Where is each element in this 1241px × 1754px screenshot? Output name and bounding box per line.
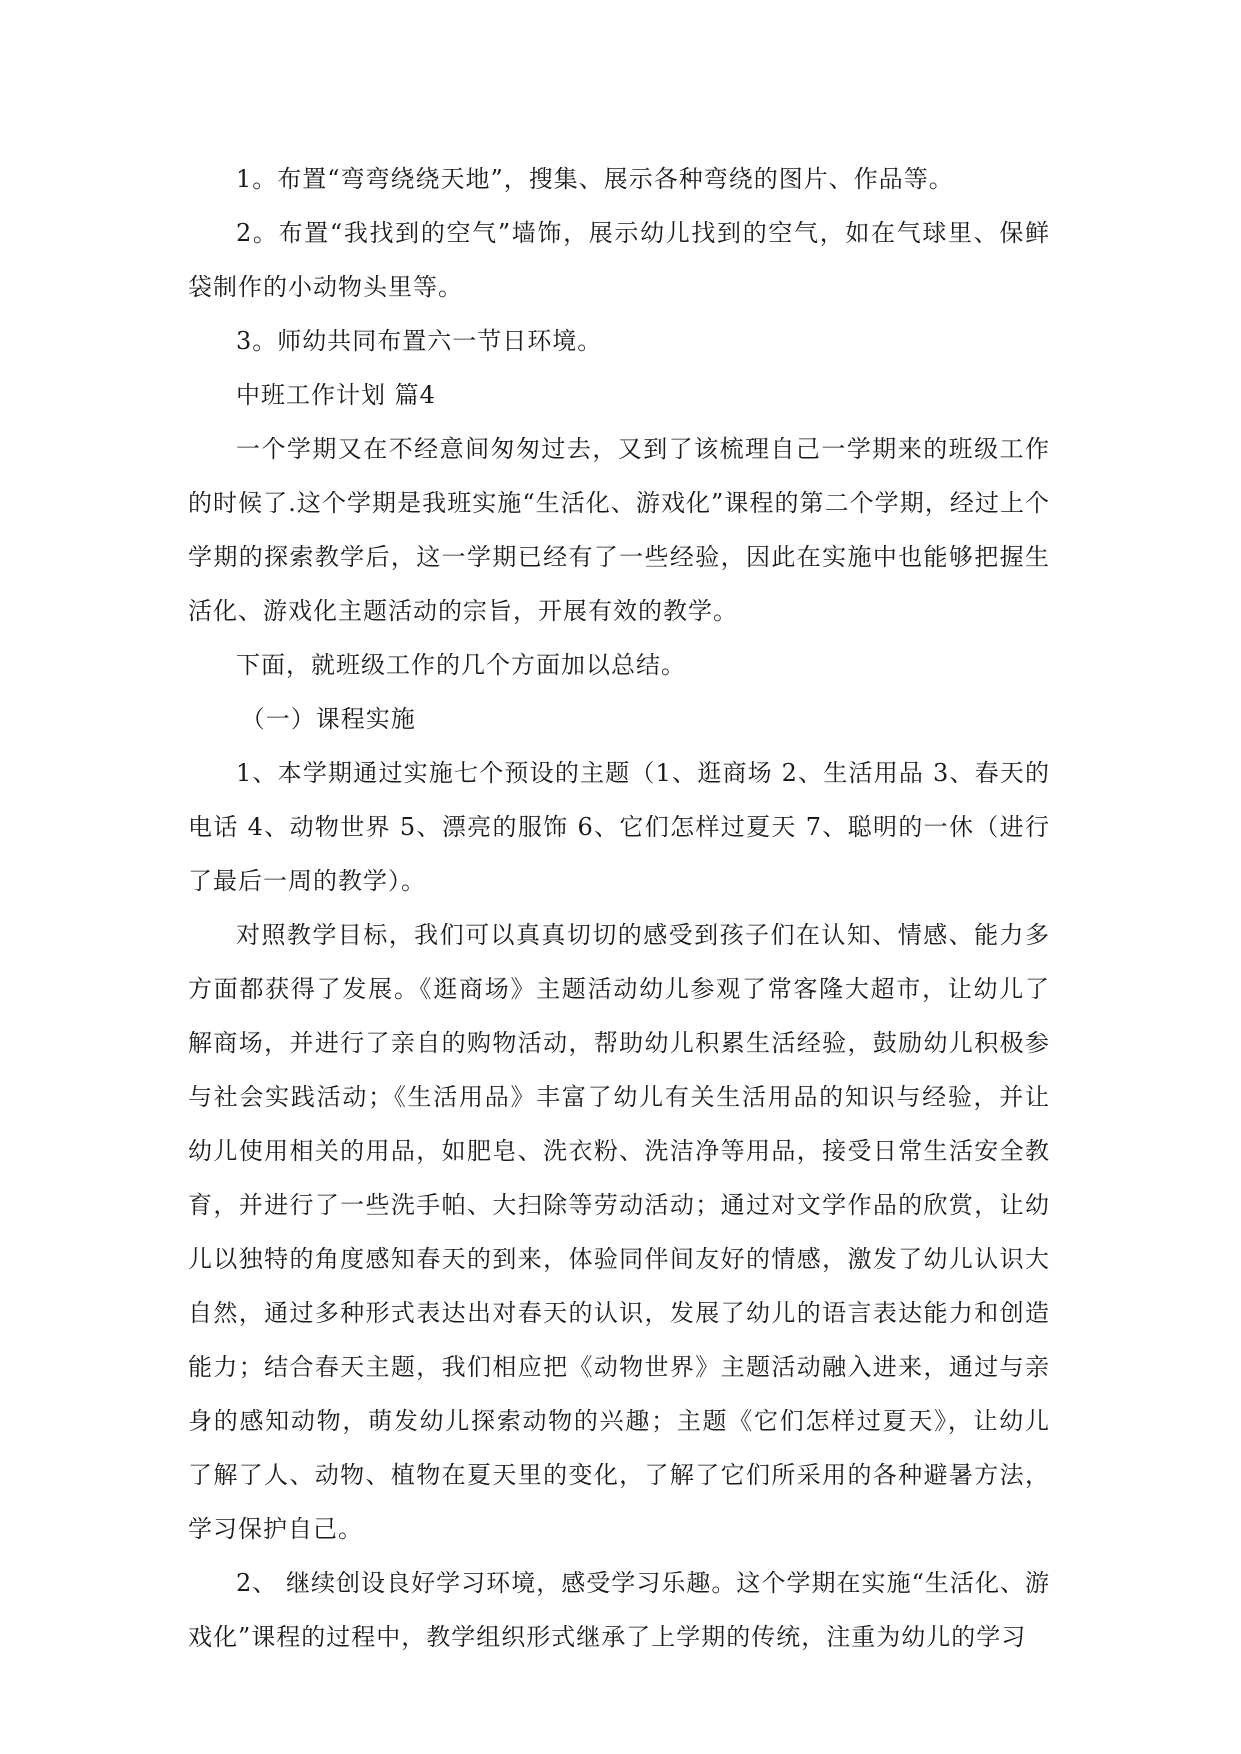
section-heading: 中班工作计划 篇4 [236,381,436,409]
subsection-heading: （一）课程实施 [240,705,416,733]
document-body [188,152,1050,1664]
paragraph-item-3: 3。师幼共同布置六一节日环境。 [236,327,603,355]
paragraph-environment: 2、 继续创设良好学习环境，感受学习乐趣。这个学期在实施“生活化、游戏化”课程的过程中，教学组织形式继承了上学期的传统，注重为幼儿的学习 [188,1569,1050,1651]
paragraph-goals: 对照教学目标，我们可以真真切切的感受到孩子们在认知、情感、能力多方面都获得了发展。《逛商场》主题活动幼儿参观了常客隆大超市，让幼儿了解商场，并进行了亲自的购物活动，帮助幼儿积累生活经验，鼓励幼儿积极参与社会实践活动；《生活用品》丰富了幼儿有关生活用品的知识与经验，并让幼儿使用相关的用品，如肥皂、洗衣粉、洗洁净等用品，接受日常生活安全教育，并进行了一些洗手帕、大扫除等劳动活动；通过对文学作品的欣赏，让幼儿以独特的角度感知春天的到来，体验同伴间友好的情感，激发了幼儿认识大自然，通过多种形式表达出对春天的认识，发展了幼儿的语言表达能力和创造能力；结合春天主题，我们相应把《动物世界》主题活动融入进来，通过与亲身的感知动物，萌发幼儿探索动物的兴趣；主题《它们怎样过夏天》，让幼儿了解了人、动物、植物在夏天里的变化，了解了它们所采用的各种避暑方法，学习保护自己。 [188,921,1050,1543]
paragraph-item-2: 2。布置“我找到的空气”墙饰，展示幼儿找到的空气，如在气球里、保鲜袋制作的小动物头里等。 [188,219,1050,301]
paragraph-summary-lead: 下面，就班级工作的几个方面加以总结。 [236,651,686,679]
paragraph-item-1: 1。布置“弯弯绕绕天地”，搜集、展示各种弯绕的图片、作品等。 [236,165,954,193]
paragraph-intro: 一个学期又在不经意间匆匆过去，又到了该梳理自己一学期来的班级工作的时候了.这个学期是我班实施“生活化、游戏化”课程的第二个学期，经过上个学期的探索教学后，这一学期已经有了一些经验，因此在实施中也能够把握生活化、游戏化主题活动的宗旨，开展有效的教学。 [188,435,1050,625]
paragraph-themes: 1、本学期通过实施七个预设的主题（1、逛商场 2、生活用品 3、春天的电话 4、动物世界 5、漂亮的服饰 6、它们怎样过夏天 7、聪明的一休（进行了最后一周的教学）。 [188,759,1050,895]
